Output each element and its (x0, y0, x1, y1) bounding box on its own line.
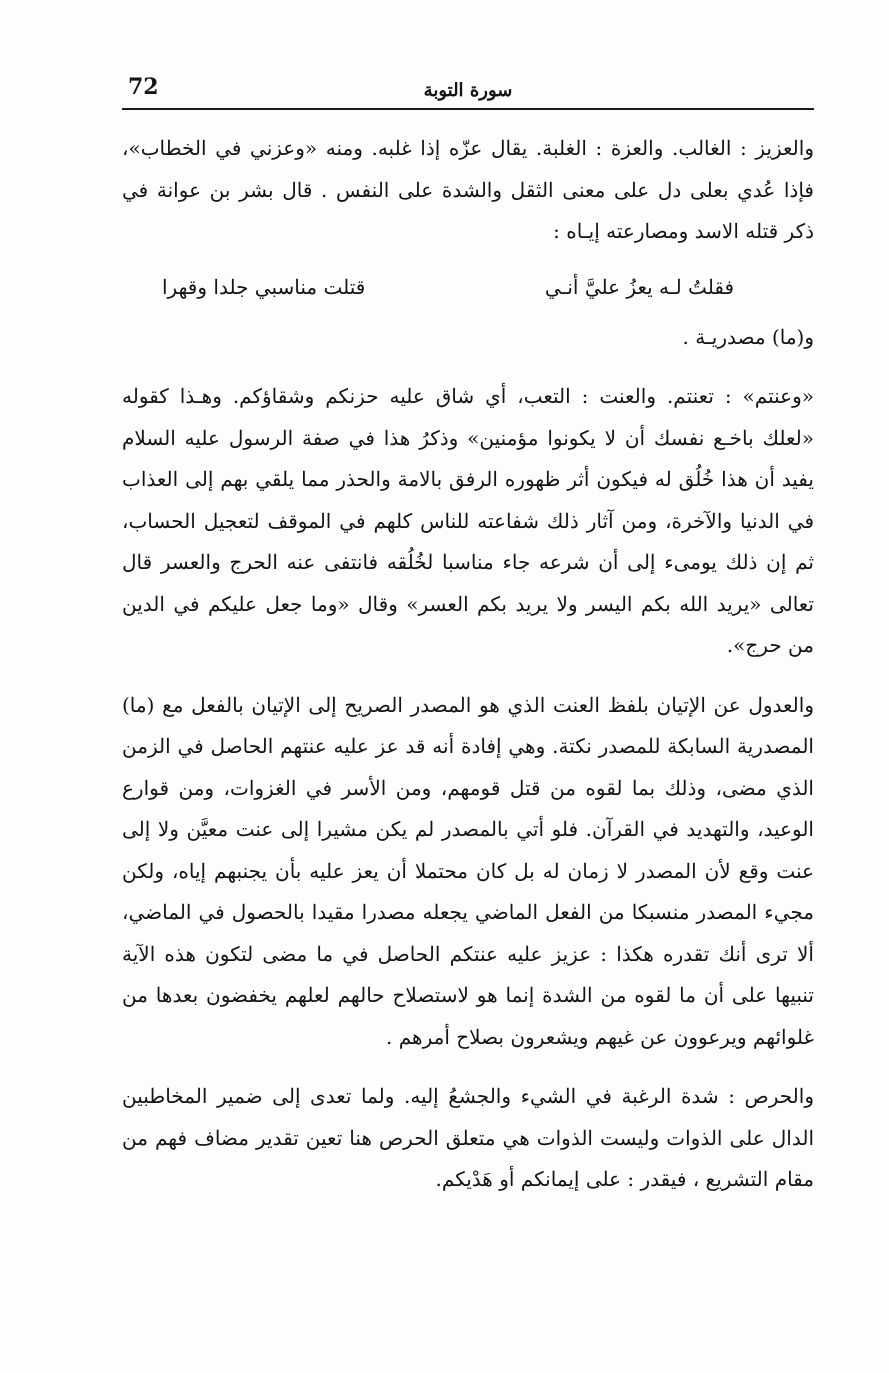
paragraph-5: والحرص : شدة الرغبة في الشيء والجشعُ إليه. ولما تعدى إلى ضمير المخاطبين الدال على الذوات وليست الذوات هي متعلق الحرص هنا تعين تقدير مضاف فهم من مقام التشريع ، فيقدر : على إيمانكم أو هَدْيكم. (122, 1084, 814, 1191)
verse-first-hemistich: فقلتُ لـه يعزُ عليَّ أنـي (544, 274, 734, 299)
paragraph-2: و(ما) مصدريـة . (682, 324, 814, 349)
paragraph-1: والعزيز : الغالب. والعزة : الغلبة. يقال عزّه إذا غلبه. ومنه «وعزني في الخطاب»، فإذا عُدي بعلى دل على معنى الثقل والشدة على النفس . قال بشر بن عوانة في ذكر قتله الاسد ومصارعته إيـاه : (122, 136, 814, 243)
verse-second-hemistich: قتلت مناسبي جلدا وقهرا (162, 274, 366, 299)
header-rule (122, 108, 814, 110)
paragraph-4: والعدول عن الإتيان بلفظ العنت الذي هو المصدر الصريح إلى الإتيان بالفعل مع (ما) المصدرية السابكة للمصدر نكتة. وهي إفادة أنه قد عز عليه عنتهم الحاصل في الزمن الذي مضى، وذلك بما لقوه من قتل قومهم، ومن الأسر في الغزوات، ومن قوارع الوعيد، والتهديد في القرآن. فلو أتي بالمصدر لم يكن مشيرا إلى عنت معيَّن ولا إلى عنت وقع لأن المصدر لا زمان له بل كان محتملا أن يعز عليه بأن يجنبهم إياه، ولكن مجيء المصدر منسبكا من الفعل الماضي يجعله مصدرا مقيدا بالحصول في الماضي، ألا ترى أنك تقدره هكذا : عزيز عليه عنتكم الحاصل في ما مضى لتكون هذه الآية تنبيها على أن ما لقوه من الشدة إنما هو لاستصلاح حالهم لعلهم يخفضون بعدها من غلوائهم ويرعوون عن غيهم ويشعرون بصلاح أمرهم . (122, 692, 814, 1049)
page-body (122, 128, 814, 1201)
page-number: 72 (128, 74, 159, 100)
poetry-verse (122, 263, 814, 311)
page-header (122, 74, 814, 108)
running-title: سورة التوبة (423, 80, 513, 101)
paragraph-3: «وعنتم» : تعنتم. والعنت : التعب، أي شاق عليه حزنكم وشقاؤكم. وهـذا كقوله «لعلك باخـع نفسك أن لا يكونوا مؤمنين» وذكرُ هذا في صفة الرسول عليه السلام يفيد أن هذا خُلُق له فيكون أثر ظهوره الرفق بالامة والحذر مما يلقي بهم إلى العذاب في الدنيا والآخرة، ومن آثار ذلك شفاعته للناس كلهم في الموقف لتعجيل الحساب، ثم إن ذلك يومىء إلى أن شرعه جاء مناسبا لخُلُقه فانتفى عنه الحرج والعسر قال تعالى «يريد الله بكم اليسر ولا يريد بكم العسر» وقال «وما جعل عليكم في الدين من حرج». (122, 384, 814, 657)
